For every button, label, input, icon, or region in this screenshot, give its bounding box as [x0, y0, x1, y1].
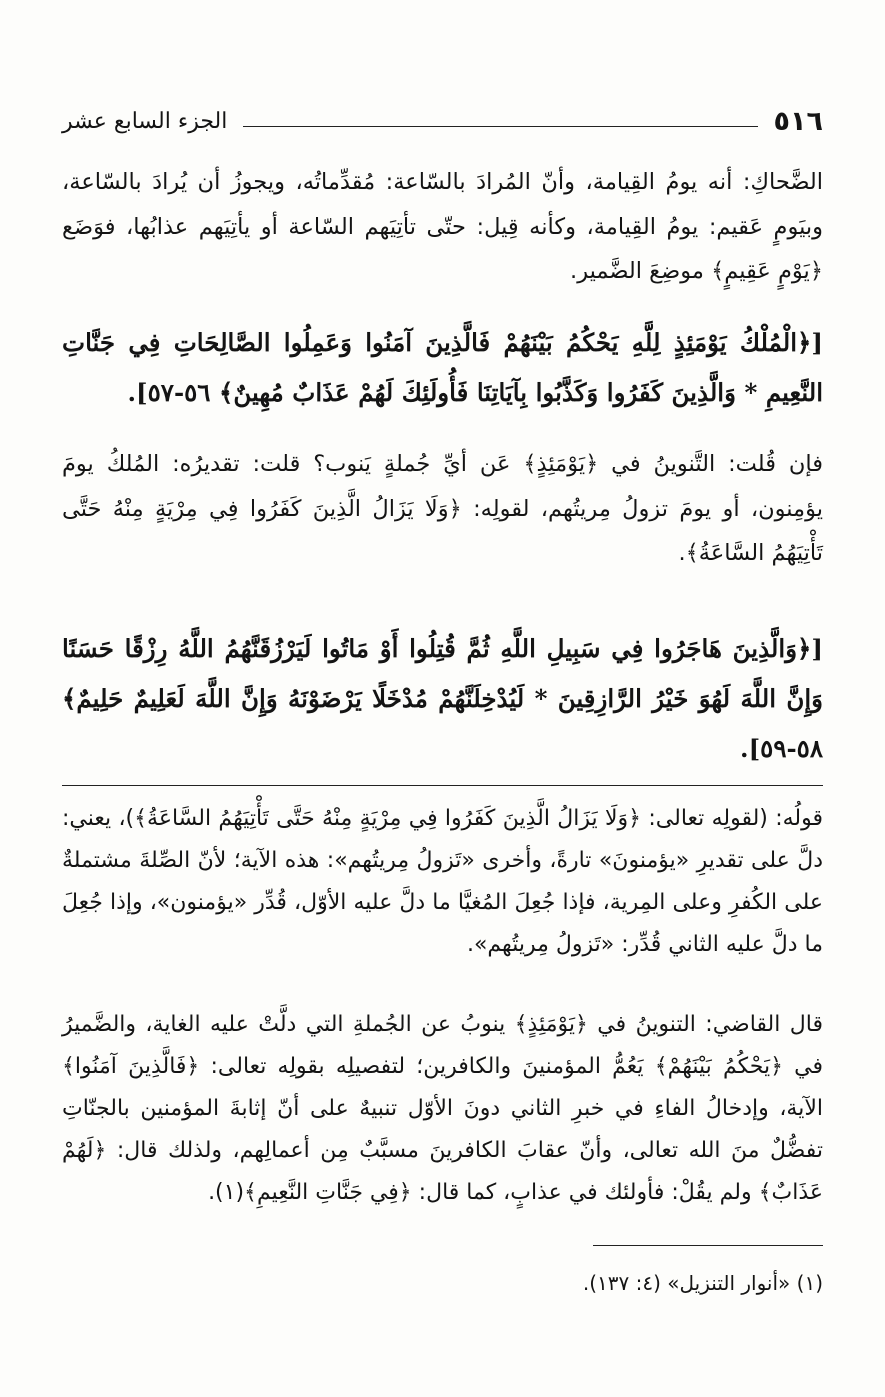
quran-verse-block: [﴿وَالَّذِينَ هَاجَرُوا فِي سَبِيلِ اللَّهِ ثُمَّ قُتِلُوا أَوْ مَاتُوا لَيَرْزُقَنَّهُمُ اللَّهُ رِزْقًا حَسَنًا وَإِنَّ اللَّهَ لَهُوَ خَيْرُ الرَّازِقِينَ * لَيُدْخِلَنَّهُمْ مُدْخَلًا يَرْضَوْنَهُ وَإِنَّ اللَّهَ لَعَلِيمٌ حَلِيمٌ﴾ ٥٨-٥٩].	[62, 634, 823, 763]
section-divider	[62, 785, 823, 786]
gloss-paragraph: قولُه: (لقولِه تعالى: ﴿وَلَا يَزَالُ الَّذِينَ كَفَرُوا فِي مِرْيَةٍ مِنْهُ حَتَّى تَأْتِيَهُمُ السَّاعَةُ﴾)، يعني: دلَّ على تقديرِ «يؤمنونَ» تارةً، وأخرى «تَزولُ مِريتُهم»: هذه الآية؛ لأنّ الصِّلةَ مشتملةٌ على الكُفرِ وعلى المِرية، فإذا جُعِلَ المُغيَّا ما دلَّ عليه الأوّل، قُدِّر «يؤمنون»، وإذا جُعِلَ ما دلَّ عليه الثاني قُدِّر: «تَزولُ مِريتُهم».	[62, 806, 823, 957]
page-header	[62, 92, 823, 150]
commentary-paragraph: فإن قُلت: التَّنوينُ في ﴿يَوْمَئِذٍ﴾ عَن أيِّ جُملةٍ يَنوب؟ قلت: تقديرُه: المُلكُ يومَ يؤمِنون، أو يومَ تزولُ مِريتُهم، لقولِه: ﴿وَلَا يَزَالُ الَّذِينَ كَفَرُوا فِي مِرْيَةٍ مِنْهُ حَتَّى تَأْتِيَهُمُ السَّاعَةُ﴾.	[62, 451, 823, 566]
footnote: (١) «أنوار التنزيل» (٤: ١٣٧).	[582, 1271, 823, 1295]
page-number: ٥١٦	[773, 105, 823, 137]
footnote-rule	[593, 1245, 823, 1246]
part-title: الجزء السابع عشر	[62, 108, 228, 134]
commentary-paragraph: الضَّحاكِ: أنه يومُ القِيامة، وأنّ المُرادَ بالسّاعة: مُقدِّماتُه، ويجوزُ أن يُرادَ بالسّاعة، وبيَومٍ عَقيم: يومُ القِيامة، وكأنه قِيل: حتّى تأتِيَهم السّاعة أو يأتِيَهم عذابُها، فوَضَع ﴿يَوْمٍ عَقِيمٍ﴾ موضِعَ الضَّمير.	[62, 169, 823, 284]
gloss-paragraph: قال القاضي: التنوينُ في ﴿يَوْمَئِذٍ﴾ ينوبُ عن الجُملةِ التي دلَّتْ عليه الغاية، والضَّميرُ في ﴿يَحْكُمُ بَيْنَهُمْ﴾ يَعُمُّ المؤمنينَ والكافرين؛ لتفصيلِه بقولِه تعالى: ﴿فَالَّذِينَ آمَنُوا﴾ الآية، وإدخالُ الفاءِ في خبرِ الثاني دونَ الأوّل تنبيهٌ على أنّ إثابةَ المؤمنين بالجنّاتِ تفضُّلٌ منَ الله تعالى، وأنّ عقابَ الكافرينَ مسبَّبٌ مِن أعمالِهم، ولذلك قال: ﴿لَهُمْ عَذَابٌ﴾ ولم يقُلْ: فأولئك في عذابٍ، كما قال: ﴿فِي جَنَّاتِ النَّعِيمِ﴾(١).	[62, 1012, 823, 1205]
header-rule	[243, 126, 757, 127]
quran-verse-block: [﴿الْمُلْكُ يَوْمَئِذٍ لِلَّهِ يَحْكُمُ بَيْنَهُمْ فَالَّذِينَ آمَنُوا وَعَمِلُوا الصَّالِحَاتِ فِي جَنَّاتِ النَّعِيمِ * وَالَّذِينَ كَفَرُوا وَكَذَّبُوا بِآيَاتِنَا فَأُولَئِكَ لَهُمْ عَذَابٌ مُهِينٌ﴾ ٥٦-٥٧].	[62, 328, 823, 407]
page-body	[62, 160, 823, 1248]
